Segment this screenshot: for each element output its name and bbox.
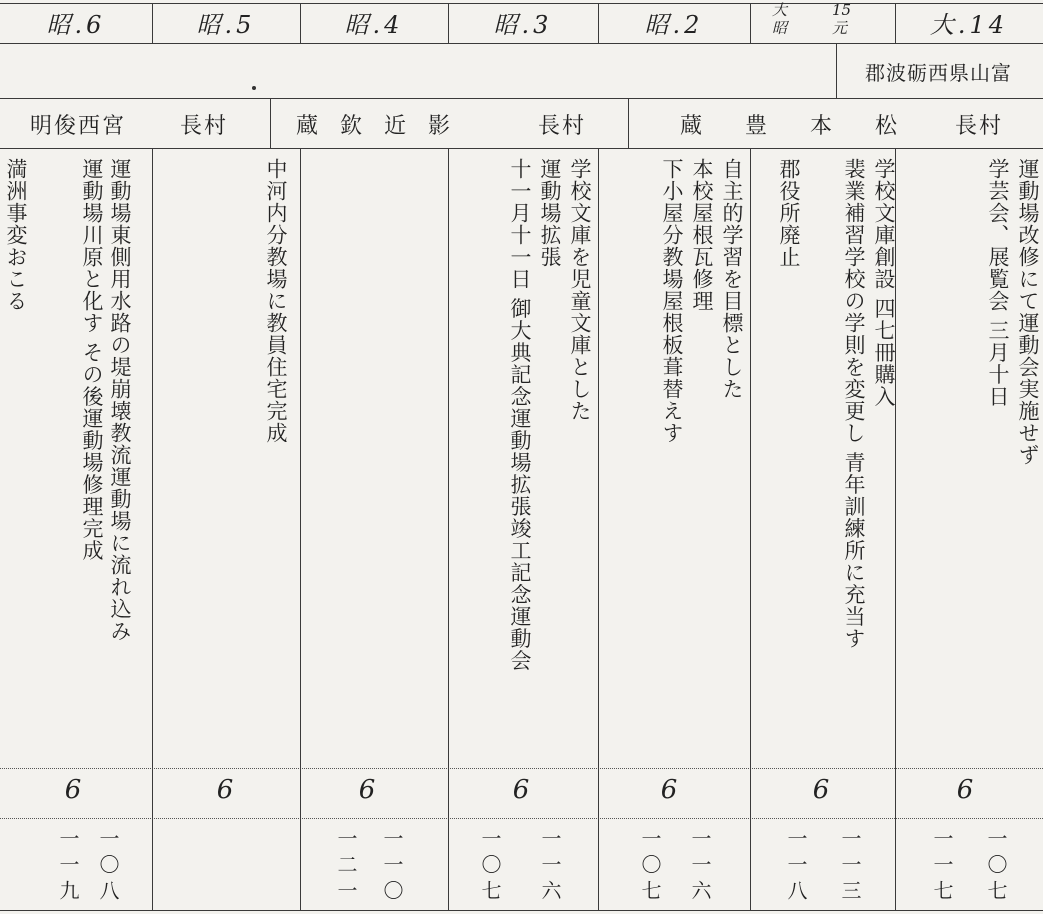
mark-dot <box>252 86 256 90</box>
count-right: 一〇八 <box>96 828 120 906</box>
rule-dotted-2 <box>0 818 1043 819</box>
vrule <box>300 148 301 910</box>
count-right: 一一六 <box>688 828 712 906</box>
value-six: 6 <box>956 775 974 805</box>
era-showa-3: 昭.3 <box>493 10 553 39</box>
event-s2-study: 自主的学習を目標とした <box>720 158 744 400</box>
rule-mayor-bottom <box>0 148 1043 149</box>
rule-dotted-1 <box>0 768 1043 769</box>
event-s6-flood-2: 運動場川原と化す その後運動場修理完成 <box>80 158 104 562</box>
event-t15-library: 学校文庫創設 四七冊購入 <box>872 158 896 408</box>
rule-era-bottom <box>0 43 1043 44</box>
vrule <box>448 148 449 910</box>
value-six: 6 <box>812 775 830 805</box>
count-left: 一一八 <box>784 828 808 906</box>
event-t14-arts: 学芸会、展覧会 三月十日 <box>986 158 1010 408</box>
mayor-title-1: 長村 <box>180 113 229 139</box>
era-showa: 昭 <box>772 19 788 37</box>
event-s3-expansion: 運動場拡張 <box>538 158 562 268</box>
count-right: 一〇七 <box>984 828 1008 906</box>
event-s2-roof: 本校屋根瓦修理 <box>690 158 714 312</box>
vrule <box>152 148 153 910</box>
vrule <box>750 3 751 43</box>
era-taisho: 大 <box>772 1 788 19</box>
event-s5-housing: 中河内分教場に教員住宅完成 <box>264 158 288 444</box>
count-left: 一二一 <box>334 828 358 906</box>
rule-bottom <box>0 910 1043 911</box>
vrule <box>598 148 599 910</box>
era-taisho-14: 大.14 <box>929 10 1009 39</box>
event-s6-manchuria: 満洲事変おこる <box>4 158 28 312</box>
event-t15-office: 郡役所廃止 <box>777 158 801 268</box>
mayor-title-2: 長村 <box>538 113 587 139</box>
era-taisho15-showa1 <box>772 1 822 41</box>
count-right: 一一三 <box>838 828 862 906</box>
vrule <box>628 98 629 148</box>
era-showa-5: 昭.5 <box>196 10 256 39</box>
event-s3-library: 学校文庫を児童文庫とした <box>568 158 592 422</box>
count-right: 一一六 <box>538 828 562 906</box>
value-six: 6 <box>660 775 678 805</box>
mayor-name-1: 明俊西宮 <box>30 113 127 139</box>
rule-pref-bottom <box>0 98 1043 99</box>
value-six: 6 <box>512 775 530 805</box>
mayor-name-2: 蔵欽近影 <box>296 113 473 139</box>
era-showa-2: 昭.2 <box>644 10 704 39</box>
count-left: 一一七 <box>930 828 954 906</box>
event-s6-flood-1: 運動場東側用水路の堤崩壊教流運動場に流れ込み <box>108 158 132 642</box>
event-t15-rules: 裴業補習学校の学則を変更し 青年訓練所に充当す <box>842 158 866 650</box>
prefecture-label: 郡波砺西県山富 <box>865 60 1012 85</box>
era-year-stack <box>832 1 882 41</box>
count-left: 一〇七 <box>638 828 662 906</box>
count-left: 一一九 <box>56 828 80 906</box>
count-right: 一一〇 <box>380 828 404 906</box>
value-six: 6 <box>358 775 376 805</box>
vrule <box>270 98 271 148</box>
count-left: 一〇七 <box>478 828 502 906</box>
mayor-name-3: 蔵 豊 本 松 <box>680 113 915 139</box>
value-six: 6 <box>64 775 82 805</box>
event-s2-branch-roof: 下小屋分教場屋根板葺替えす <box>660 158 684 444</box>
era-year-gan: 元 <box>832 19 848 37</box>
event-t14-sports: 運動場改修にて運動会実施せず <box>1016 158 1040 466</box>
event-s3-sports-day: 十一月十一日 御大典記念運動場拡張竣工記念運動会 <box>508 158 532 672</box>
vrule <box>750 148 751 910</box>
mayor-title-3: 長村 <box>955 113 1004 139</box>
value-six: 6 <box>216 775 234 805</box>
era-showa-4: 昭.4 <box>344 10 404 39</box>
era-showa-6: 昭.6 <box>46 10 106 39</box>
era-year-15: 15 <box>832 1 852 19</box>
